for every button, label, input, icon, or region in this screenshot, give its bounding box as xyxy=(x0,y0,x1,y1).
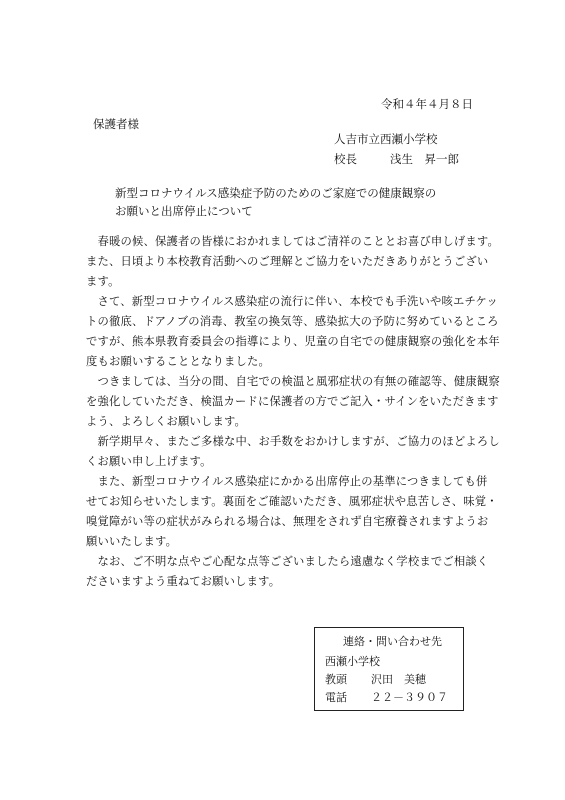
body-line: 度もお願いすることとなりました。 xyxy=(86,355,270,368)
body-line: また、新型コロナウイルス感染症にかかる出席停止の基準につきましても併 xyxy=(86,475,488,488)
body-line: 嗅覚障がい等の症状がみられる場合は、無理をされず自宅療養されますようお xyxy=(86,515,489,528)
principal-title: 校長 xyxy=(334,152,357,166)
letter-date: 令和４年４月８日 xyxy=(381,97,473,111)
subject-line-1: 新型コロナウイルス感染症予防のためのご家庭での健康観察の xyxy=(115,186,437,200)
principal-name: 浅生 昇一郎 xyxy=(390,152,459,166)
body-line: ださいますよう重ねてお願いします。 xyxy=(86,575,281,588)
sender-school: 人吉市立西瀬小学校 xyxy=(334,132,438,146)
contact-phone-label: 電話 xyxy=(325,691,347,704)
contact-role-label: 教頭 xyxy=(325,673,347,686)
body-line: また、日頃より本校教育活動へのご理解とご協力をいただきありがとうござい xyxy=(86,255,489,268)
contact-school: 西瀬小学校 xyxy=(325,655,380,668)
contact-role-name: 沢田 美穂 xyxy=(371,673,426,686)
body-line: 願いいたします。 xyxy=(86,535,178,548)
contact-person xyxy=(325,671,426,687)
body-line: トの徹底、ドアノブの消毒、教室の換気等、感染拡大の予防に努めているところ xyxy=(86,315,499,328)
contact-phone-number: ２２－３９０７ xyxy=(371,691,448,704)
body-line: を強化していただき、検温カードに保護者の方でご記入・サインをいただきます xyxy=(86,395,499,408)
body-line: ですが、熊本県教育委員会の指導により、児童の自宅での健康観察の強化を本年 xyxy=(86,335,500,348)
body-line: なお、ご不明な点やご心配な点等ございましたら遠慮なく学校までご相談く xyxy=(86,555,489,568)
contact-box xyxy=(314,627,464,711)
body-line: せてお知らせいたします。裏面をご確認いただき、風邪症状や息苦しさ、味覚・ xyxy=(86,495,498,508)
body-line: さて、新型コロナウイルス感染症の流行に伴い、本校でも手洗いや咳エチケッ xyxy=(86,295,498,308)
contact-title: 連絡・問い合わせ先 xyxy=(343,635,442,648)
body-line: 春暖の候、保護者の皆様におかれましてはご清祥のこととお喜び申しげます。 xyxy=(86,235,499,248)
sender-principal xyxy=(334,151,459,167)
addressee: 保護者様 xyxy=(93,117,139,131)
body-line: つきましては、当分の間、自宅での検温と風邪症状の有無の確認等、健康観察 xyxy=(86,375,500,388)
subject-line-2: お願いと出席停止について xyxy=(115,204,253,218)
body-line: 新学期早々、またご多様な中、お手数をおかけしますが、ご協力のほどよろし xyxy=(86,435,500,448)
contact-phone xyxy=(325,689,448,705)
body-line: よう、よろしくお願いします。 xyxy=(86,415,247,428)
body-line: くお願い申し上げます。 xyxy=(86,455,212,468)
body-line: ます。 xyxy=(86,275,120,288)
